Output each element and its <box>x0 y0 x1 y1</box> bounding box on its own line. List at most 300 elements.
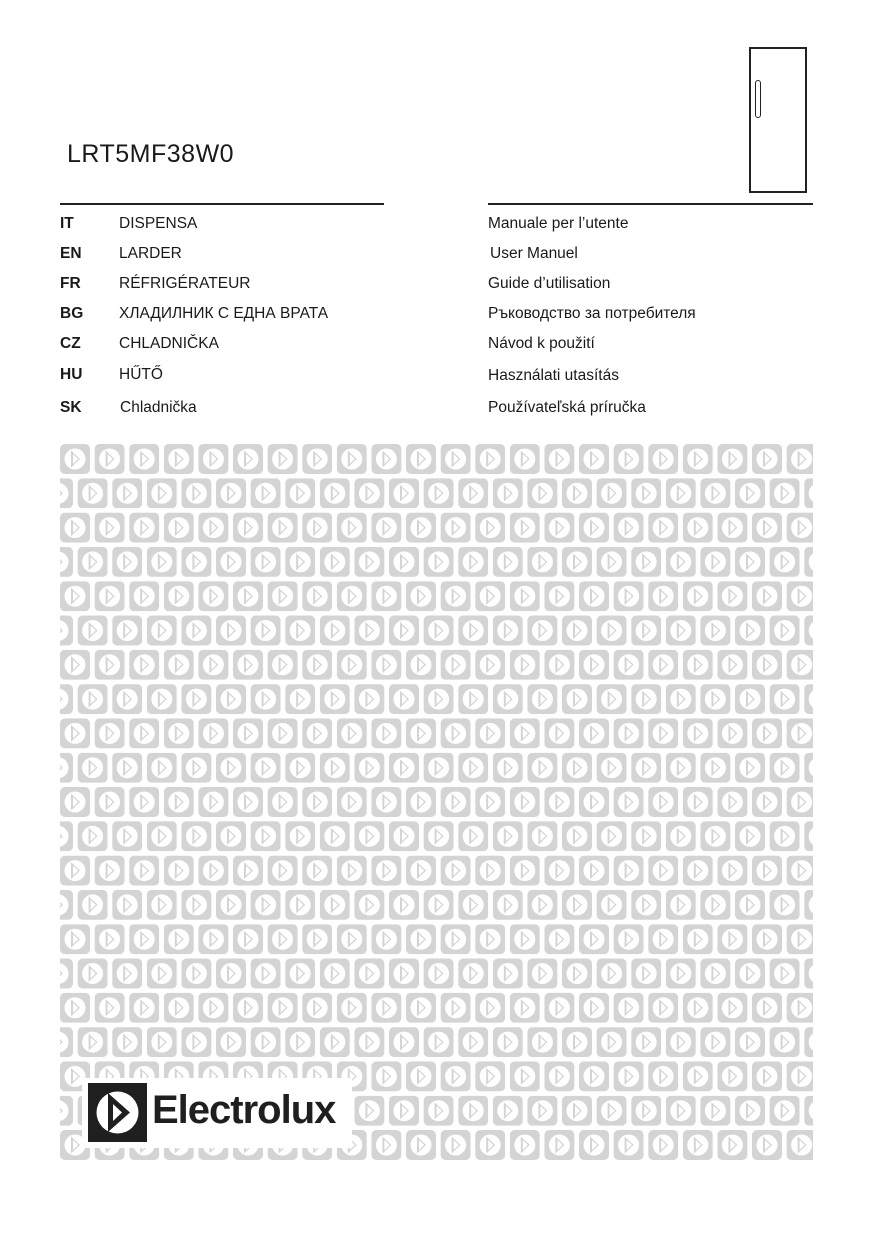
pattern-tile-icon <box>510 650 540 680</box>
pattern-tile-icon <box>717 924 747 954</box>
pattern-tile-icon <box>493 959 523 989</box>
pattern-tile-icon <box>95 924 125 954</box>
pattern-tile-icon <box>475 924 505 954</box>
pattern-tile-icon <box>579 718 609 748</box>
pattern-tile-icon <box>562 616 592 646</box>
manual-title: Návod k použití <box>488 335 595 352</box>
pattern-tile-icon <box>112 478 142 508</box>
pattern-tile-icon <box>666 616 696 646</box>
pattern-tile-icon <box>216 1027 246 1057</box>
pattern-tile-icon <box>735 547 765 577</box>
pattern-tile-icon <box>337 924 367 954</box>
manual-title: User Manuel <box>490 245 578 262</box>
language-row-bg <box>0 305 874 327</box>
pattern-tile-icon <box>233 581 263 611</box>
pattern-tile-icon <box>424 821 454 851</box>
pattern-tile-icon <box>112 821 142 851</box>
pattern-tile-icon <box>198 924 228 954</box>
pattern-tile-icon <box>441 856 471 886</box>
pattern-tile-icon <box>216 478 246 508</box>
pattern-tile-icon <box>510 1130 540 1160</box>
pattern-tile-icon <box>579 856 609 886</box>
pattern-tile-icon <box>614 718 644 748</box>
pattern-tile-icon <box>181 890 211 920</box>
pattern-tile-icon <box>631 684 661 714</box>
pattern-tile-icon <box>752 1061 782 1091</box>
pattern-tile-icon <box>770 547 800 577</box>
pattern-tile-icon <box>666 684 696 714</box>
pattern-tile-icon <box>181 821 211 851</box>
pattern-tile-icon <box>129 581 159 611</box>
pattern-tile-icon <box>285 616 315 646</box>
pattern-tile-icon <box>354 616 384 646</box>
language-row-hu <box>0 366 874 388</box>
pattern-tile-icon <box>181 478 211 508</box>
pattern-tile-icon <box>389 478 419 508</box>
manual-title: Használati utasítás <box>488 367 619 384</box>
pattern-tile-icon <box>424 684 454 714</box>
pattern-tile-icon <box>251 753 281 783</box>
pattern-tile-icon <box>527 547 557 577</box>
pattern-tile-icon <box>371 650 401 680</box>
pattern-tile-icon <box>129 513 159 543</box>
pattern-tile-icon <box>198 650 228 680</box>
pattern-tile-icon <box>787 513 817 543</box>
pattern-tile-icon <box>371 856 401 886</box>
pattern-tile-icon <box>95 581 125 611</box>
pattern-tile-icon <box>735 753 765 783</box>
pattern-tile-icon <box>198 444 228 474</box>
pattern-tile-icon <box>371 1061 401 1091</box>
pattern-tile-icon <box>251 478 281 508</box>
language-code: SK <box>60 399 82 416</box>
pattern-tile-icon <box>475 993 505 1023</box>
pattern-tile-icon <box>147 890 177 920</box>
pattern-tile-icon <box>216 547 246 577</box>
pattern-tile-icon <box>458 959 488 989</box>
pattern-tile-icon <box>164 581 194 611</box>
pattern-tile-icon <box>424 478 454 508</box>
pattern-tile-icon <box>683 924 713 954</box>
language-code: BG <box>60 305 84 322</box>
pattern-tile-icon <box>181 753 211 783</box>
pattern-tile-icon <box>198 787 228 817</box>
pattern-tile-icon <box>579 444 609 474</box>
pattern-tile-icon <box>198 856 228 886</box>
pattern-tile-icon <box>371 787 401 817</box>
pattern-tile-icon <box>164 856 194 886</box>
pattern-tile-icon <box>527 478 557 508</box>
pattern-tile-icon <box>302 856 332 886</box>
pattern-tile-icon <box>475 581 505 611</box>
pattern-tile-icon <box>233 650 263 680</box>
pattern-tile-icon <box>735 890 765 920</box>
pattern-tile-icon <box>510 581 540 611</box>
pattern-tile-icon <box>441 1130 471 1160</box>
pattern-tile-icon <box>475 444 505 474</box>
product-name: DISPENSA <box>119 215 198 232</box>
pattern-tile-icon <box>60 993 90 1023</box>
pattern-tile-icon <box>510 856 540 886</box>
pattern-tile-icon <box>424 616 454 646</box>
pattern-tile-icon <box>164 787 194 817</box>
pattern-tile-icon <box>198 581 228 611</box>
pattern-tile-icon <box>683 581 713 611</box>
pattern-tile-icon <box>406 924 436 954</box>
pattern-tile-icon <box>493 478 523 508</box>
pattern-tile-icon <box>43 616 73 646</box>
pattern-tile-icon <box>614 856 644 886</box>
pattern-tile-icon <box>441 444 471 474</box>
pattern-tile-icon <box>597 890 627 920</box>
pattern-tile-icon <box>683 856 713 886</box>
pattern-tile-icon <box>43 959 73 989</box>
pattern-tile-icon <box>60 924 90 954</box>
pattern-tile-icon <box>458 547 488 577</box>
pattern-tile-icon <box>337 650 367 680</box>
pattern-tile-icon <box>285 753 315 783</box>
pattern-tile-icon <box>371 993 401 1023</box>
pattern-tile-icon <box>683 444 713 474</box>
pattern-tile-icon <box>683 1061 713 1091</box>
pattern-tile-icon <box>666 1027 696 1057</box>
pattern-tile-icon <box>770 684 800 714</box>
pattern-tile-icon <box>43 547 73 577</box>
pattern-tile-icon <box>216 616 246 646</box>
pattern-tile-icon <box>233 718 263 748</box>
pattern-tile-icon <box>337 787 367 817</box>
pattern-tile-icon <box>424 1027 454 1057</box>
pattern-tile-icon <box>251 890 281 920</box>
pattern-tile-icon <box>441 787 471 817</box>
pattern-tile-icon <box>666 890 696 920</box>
pattern-tile-icon <box>717 993 747 1023</box>
pattern-tile-icon <box>354 684 384 714</box>
pattern-tile-icon <box>371 581 401 611</box>
pattern-tile-icon <box>510 513 540 543</box>
pattern-tile-icon <box>95 444 125 474</box>
pattern-tile-icon <box>129 993 159 1023</box>
pattern-tile-icon <box>406 856 436 886</box>
pattern-tile-icon <box>493 684 523 714</box>
pattern-tile-icon <box>700 478 730 508</box>
pattern-tile-icon <box>510 924 540 954</box>
pattern-tile-icon <box>302 650 332 680</box>
pattern-tile-icon <box>544 1130 574 1160</box>
pattern-tile-icon <box>285 1027 315 1057</box>
pattern-tile-icon <box>700 1027 730 1057</box>
pattern-tile-icon <box>60 513 90 543</box>
pattern-tile-icon <box>458 821 488 851</box>
pattern-tile-icon <box>683 513 713 543</box>
pattern-tile-icon <box>614 650 644 680</box>
pattern-tile-icon <box>683 787 713 817</box>
pattern-tile-icon <box>371 444 401 474</box>
pattern-tile-icon <box>302 787 332 817</box>
pattern-tile-icon <box>493 1096 523 1126</box>
pattern-tile-icon <box>268 513 298 543</box>
pattern-tile-icon <box>354 478 384 508</box>
pattern-tile-icon <box>614 924 644 954</box>
pattern-tile-icon <box>285 821 315 851</box>
language-row-sk <box>0 399 874 421</box>
pattern-tile-icon <box>683 1130 713 1160</box>
pattern-tile-icon <box>302 924 332 954</box>
pattern-tile-icon <box>648 513 678 543</box>
pattern-tile-icon <box>389 959 419 989</box>
pattern-tile-icon <box>752 513 782 543</box>
pattern-tile-icon <box>458 1096 488 1126</box>
pattern-tile-icon <box>544 787 574 817</box>
pattern-tile-icon <box>251 1027 281 1057</box>
pattern-tile-icon <box>285 547 315 577</box>
pattern-tile-icon <box>112 753 142 783</box>
pattern-tile-icon <box>78 959 108 989</box>
pattern-tile-icon <box>406 650 436 680</box>
pattern-tile-icon <box>493 890 523 920</box>
pattern-tile-icon <box>337 718 367 748</box>
pattern-tile-icon <box>597 1096 627 1126</box>
pattern-tile-icon <box>458 890 488 920</box>
pattern-tile-icon <box>43 478 73 508</box>
pattern-tile-icon <box>320 821 350 851</box>
pattern-tile-icon <box>787 1061 817 1091</box>
pattern-tile-icon <box>233 513 263 543</box>
pattern-tile-icon <box>804 753 834 783</box>
pattern-tile-icon <box>198 993 228 1023</box>
pattern-tile-icon <box>770 1027 800 1057</box>
pattern-tile-icon <box>354 753 384 783</box>
pattern-tile-icon <box>544 513 574 543</box>
pattern-tile-icon <box>371 924 401 954</box>
pattern-tile-icon <box>354 821 384 851</box>
brand-wordmark: Electrolux <box>152 1088 336 1132</box>
pattern-tile-icon <box>181 959 211 989</box>
pattern-tile-icon <box>112 684 142 714</box>
pattern-tile-icon <box>735 959 765 989</box>
pattern-tile-icon <box>752 650 782 680</box>
pattern-tile-icon <box>787 444 817 474</box>
pattern-tile-icon <box>700 753 730 783</box>
pattern-tile-icon <box>164 444 194 474</box>
pattern-tile-icon <box>717 1061 747 1091</box>
pattern-tile-icon <box>631 547 661 577</box>
pattern-tile-icon <box>597 821 627 851</box>
pattern-tile-icon <box>752 718 782 748</box>
pattern-tile-icon <box>648 856 678 886</box>
pattern-tile-icon <box>251 616 281 646</box>
pattern-tile-icon <box>683 650 713 680</box>
pattern-tile-icon <box>337 856 367 886</box>
pattern-tile-icon <box>43 753 73 783</box>
product-name: LARDER <box>119 245 182 262</box>
pattern-tile-icon <box>424 753 454 783</box>
pattern-tile-icon <box>597 959 627 989</box>
pattern-tile-icon <box>700 684 730 714</box>
pattern-tile-icon <box>475 856 505 886</box>
pattern-tile-icon <box>527 821 557 851</box>
pattern-tile-icon <box>389 547 419 577</box>
divider-left <box>60 203 384 205</box>
pattern-tile-icon <box>285 684 315 714</box>
pattern-tile-icon <box>78 753 108 783</box>
pattern-tile-icon <box>683 993 713 1023</box>
pattern-tile-icon <box>60 444 90 474</box>
pattern-tile-icon <box>129 856 159 886</box>
pattern-tile-icon <box>43 1027 73 1057</box>
pattern-tile-icon <box>562 1027 592 1057</box>
pattern-tile-icon <box>112 959 142 989</box>
pattern-tile-icon <box>804 547 834 577</box>
pattern-tile-icon <box>458 1027 488 1057</box>
pattern-tile-icon <box>337 581 367 611</box>
pattern-tile-icon <box>527 753 557 783</box>
pattern-tile-icon <box>147 547 177 577</box>
pattern-tile-icon <box>648 993 678 1023</box>
pattern-tile-icon <box>804 1027 834 1057</box>
pattern-tile-icon <box>406 581 436 611</box>
pattern-tile-icon <box>60 718 90 748</box>
pattern-tile-icon <box>251 547 281 577</box>
pattern-tile-icon <box>770 616 800 646</box>
pattern-tile-icon <box>579 1061 609 1091</box>
pattern-tile-icon <box>544 856 574 886</box>
pattern-tile-icon <box>147 959 177 989</box>
pattern-tile-icon <box>717 718 747 748</box>
pattern-tile-icon <box>147 1027 177 1057</box>
pattern-tile-icon <box>371 718 401 748</box>
pattern-tile-icon <box>631 890 661 920</box>
pattern-tile-icon <box>95 513 125 543</box>
pattern-tile-icon <box>527 1096 557 1126</box>
pattern-tile-icon <box>268 924 298 954</box>
pattern-tile-icon <box>770 821 800 851</box>
pattern-tile-icon <box>147 684 177 714</box>
pattern-tile-icon <box>544 993 574 1023</box>
pattern-tile-icon <box>787 856 817 886</box>
pattern-tile-icon <box>544 924 574 954</box>
pattern-tile-icon <box>112 890 142 920</box>
pattern-tile-icon <box>475 787 505 817</box>
manual-title: Guide d’utilisation <box>488 275 611 292</box>
pattern-tile-icon <box>302 718 332 748</box>
pattern-tile-icon <box>597 478 627 508</box>
pattern-tile-icon <box>562 753 592 783</box>
pattern-tile-icon <box>268 787 298 817</box>
pattern-tile-icon <box>389 821 419 851</box>
pattern-tile-icon <box>631 753 661 783</box>
pattern-tile-icon <box>804 890 834 920</box>
pattern-tile-icon <box>770 753 800 783</box>
pattern-tile-icon <box>181 1027 211 1057</box>
pattern-tile-icon <box>493 821 523 851</box>
pattern-tile-icon <box>631 478 661 508</box>
pattern-tile-icon <box>597 616 627 646</box>
pattern-tile-icon <box>354 547 384 577</box>
pattern-tile-icon <box>735 821 765 851</box>
pattern-tile-icon <box>735 684 765 714</box>
language-code: HU <box>60 366 83 383</box>
pattern-tile-icon <box>371 513 401 543</box>
pattern-tile-icon <box>614 993 644 1023</box>
pattern-tile-icon <box>181 684 211 714</box>
pattern-tile-icon <box>147 616 177 646</box>
pattern-tile-icon <box>302 513 332 543</box>
pattern-tile-icon <box>302 993 332 1023</box>
language-code: IT <box>60 215 74 232</box>
pattern-tile-icon <box>441 718 471 748</box>
pattern-tile-icon <box>510 1061 540 1091</box>
pattern-tile-icon <box>597 547 627 577</box>
pattern-tile-icon <box>648 581 678 611</box>
pattern-tile-icon <box>562 821 592 851</box>
pattern-tile-icon <box>216 821 246 851</box>
pattern-tile-icon <box>614 581 644 611</box>
pattern-tile-icon <box>752 787 782 817</box>
pattern-tile-icon <box>579 787 609 817</box>
pattern-tile-icon <box>251 684 281 714</box>
pattern-tile-icon <box>735 478 765 508</box>
pattern-tile-icon <box>804 821 834 851</box>
product-name: HŰTŐ <box>119 366 163 383</box>
pattern-tile-icon <box>597 753 627 783</box>
pattern-tile-icon <box>597 684 627 714</box>
pattern-tile-icon <box>614 787 644 817</box>
pattern-tile-icon <box>129 787 159 817</box>
pattern-tile-icon <box>648 650 678 680</box>
pattern-tile-icon <box>579 924 609 954</box>
pattern-tile-icon <box>717 1130 747 1160</box>
pattern-tile-icon <box>216 959 246 989</box>
pattern-tile-icon <box>562 684 592 714</box>
pattern-tile-icon <box>614 1061 644 1091</box>
pattern-tile-icon <box>424 959 454 989</box>
pattern-tile-icon <box>95 856 125 886</box>
pattern-tile-icon <box>43 821 73 851</box>
pattern-tile-icon <box>787 1130 817 1160</box>
pattern-tile-icon <box>78 1027 108 1057</box>
pattern-tile-icon <box>648 1130 678 1160</box>
pattern-tile-icon <box>804 1096 834 1126</box>
pattern-tile-icon <box>648 718 678 748</box>
pattern-tile-icon <box>406 993 436 1023</box>
pattern-tile-icon <box>752 856 782 886</box>
product-name: RÉFRIGÉRATEUR <box>119 275 251 292</box>
manual-title: Ръководство за потребителя <box>488 305 696 322</box>
pattern-tile-icon <box>648 787 678 817</box>
pattern-tile-icon <box>216 890 246 920</box>
pattern-tile-icon <box>562 959 592 989</box>
pattern-tile-icon <box>510 444 540 474</box>
pattern-tile-icon <box>493 616 523 646</box>
pattern-tile-icon <box>631 1096 661 1126</box>
pattern-tile-icon <box>544 1061 574 1091</box>
pattern-tile-icon <box>233 444 263 474</box>
pattern-tile-icon <box>354 959 384 989</box>
pattern-tile-icon <box>510 787 540 817</box>
product-name: ХЛАДИЛНИК С ЕДНА ВРАТА <box>119 305 329 322</box>
language-row-en <box>0 245 874 267</box>
pattern-tile-icon <box>700 821 730 851</box>
pattern-tile-icon <box>320 547 350 577</box>
pattern-tile-icon <box>614 513 644 543</box>
pattern-tile-icon <box>95 650 125 680</box>
pattern-tile-icon <box>527 959 557 989</box>
pattern-tile-icon <box>60 650 90 680</box>
pattern-tile-icon <box>147 478 177 508</box>
pattern-tile-icon <box>752 924 782 954</box>
pattern-tile-icon <box>752 993 782 1023</box>
